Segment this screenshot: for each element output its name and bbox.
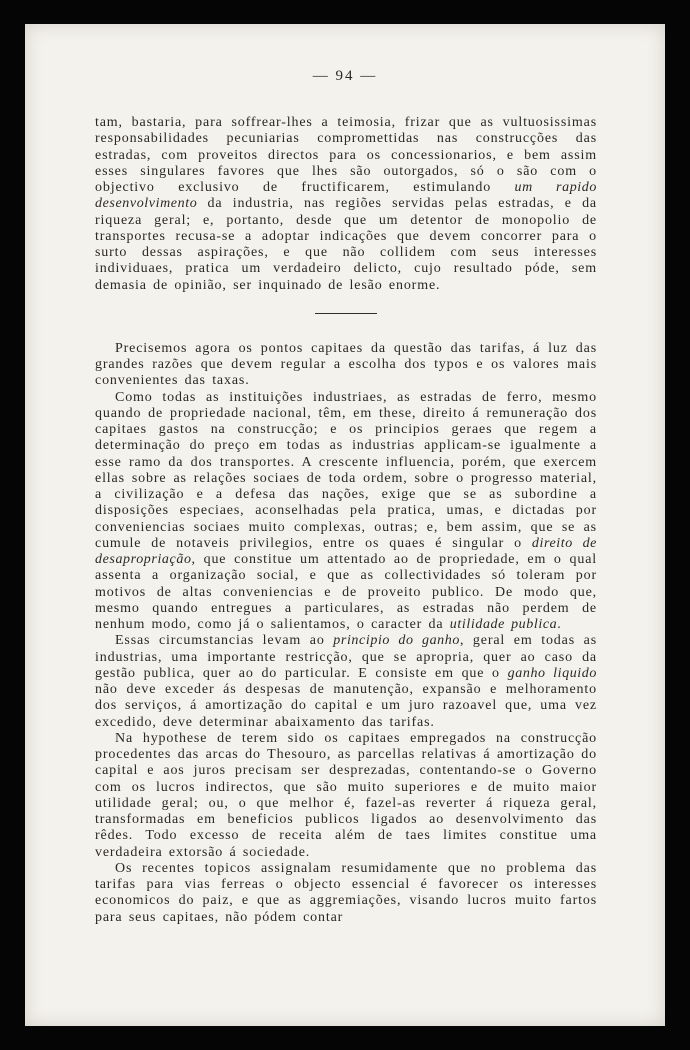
page-number: — 94 —: [312, 68, 378, 84]
text-run: tam, bastaria, para soffrear-lhes a teimosia, frizar que as vultuosissimas responsabilidades pecuniarias compromettidas nas construcções das estradas, com proveitos directos para os concessionarios, e bem assim esses singulares favores que lhes são outorgados, só o são com o objectivo exclusivo de fructificarem, estimulando: [95, 115, 597, 195]
text-run: Os recentes topicos assignalam resumidamente que no problema das tarifas para vias ferreas o objecto essencial é favorecer os interesses economicos do paiz, e que as aggremiações, visando lucros muito fartos para seus capitaes, não pódem contar: [95, 860, 597, 925]
paragraph: [95, 731, 597, 861]
paragraph: [95, 341, 597, 390]
text-run: , geral em todas as industrias, uma importante restricção, que se apropria, quer ao caso da gestão publica, quer ao do particular. E consiste em que o: [95, 633, 597, 681]
paragraph: [95, 115, 597, 294]
text-run: da industria, nas regiões servidas pelas estradas, e da riqueza geral; e, portanto, desde que um detentor de monopolio de transportes recusa-se a adoptar indicações que devem concorrer para o surto dessas aspirações, e que não collidem com seus interesses individuaes, pratica um verdadeiro delicto, cujo resultado póde, sem demasia de opinião, ser inquinado de lesão enorme.: [95, 196, 597, 293]
text-run: não deve exceder ás despesas de manutenção, expansão e melhoramento dos serviços, á amortização do capital e um juro razoavel que, uma vez excedido, deve determinar abaixamento das tarifas.: [95, 682, 597, 730]
text-run: um rapido desenvolvimento: [95, 180, 597, 212]
text-run: Na hypothese de terem sido os capitaes empregados na construcção procedentes das arcas do Thesouro, as parcellas relativas á amortização do capital e aos juros precisam ser desprezadas, contentando-se o Governo com os lucros indirectos, que são muito superiores e de muito maior utilidade geral; ou, o que melhor é, fazel-as reverter á riqueza geral, transformadas em beneficios publicos ligados ao desenvolvimento das rêdes. Todo excesso de receita além de taes limites constitue uma verdadeira extorsão á sociedade.: [95, 730, 597, 860]
text-run: utilidade publica: [449, 617, 558, 632]
text-run: Como todas as instituições industriaes, as estradas de ferro, mesmo quando de propriedade nacional, têm, em these, direito á remuneração dos capitaes gastos na construcção; e os principios geraes que regem a determinação do preço em todas as industrias applicam-se igualmente a esse ramo da dos transportes. A crescente influencia, porém, que exercem ellas sobre as relações sociaes de toda ordem, sobre o progresso material, a civilização e a defesa das nações, exige que se as subordine a disposições especiaes, aconselhadas pela pratica, umas, e dictadas por conveniencias sociaes muito complexas, outras; e, bem assim, que se as cumule de notaveis privilegios, entre os quaes é singular o: [95, 389, 597, 551]
paragraph: [95, 390, 597, 634]
text-run: principio do ganho: [333, 633, 460, 649]
text-run: direito de desapropriação: [95, 535, 597, 567]
paragraph: [95, 861, 597, 926]
paragraph: [95, 633, 597, 731]
text-run: ganho liquido: [507, 665, 597, 681]
text-run: Essas circumstancias levam ao: [115, 633, 334, 649]
document-page: [25, 24, 665, 1026]
section-divider: [315, 313, 377, 314]
text-run: Precisemos agora os pontos capitaes da questão das tarifas, á luz das grandes razões que devem regular a escolha dos typos e os valores mais convenientes das taxas.: [95, 340, 597, 389]
text-run: , que constitue um attentado ao de propriedade, em o qual assenta a organização social, e que as collectividades só toleram por motivos de altas conveniencias e de proveito publico. De modo que, mesmo quando entregues a particulares, as estradas não perdem de nenhum modo, como já o salientamos, o caracter da: [95, 552, 597, 632]
text-run: .: [557, 617, 562, 632]
page-body: [95, 115, 597, 926]
